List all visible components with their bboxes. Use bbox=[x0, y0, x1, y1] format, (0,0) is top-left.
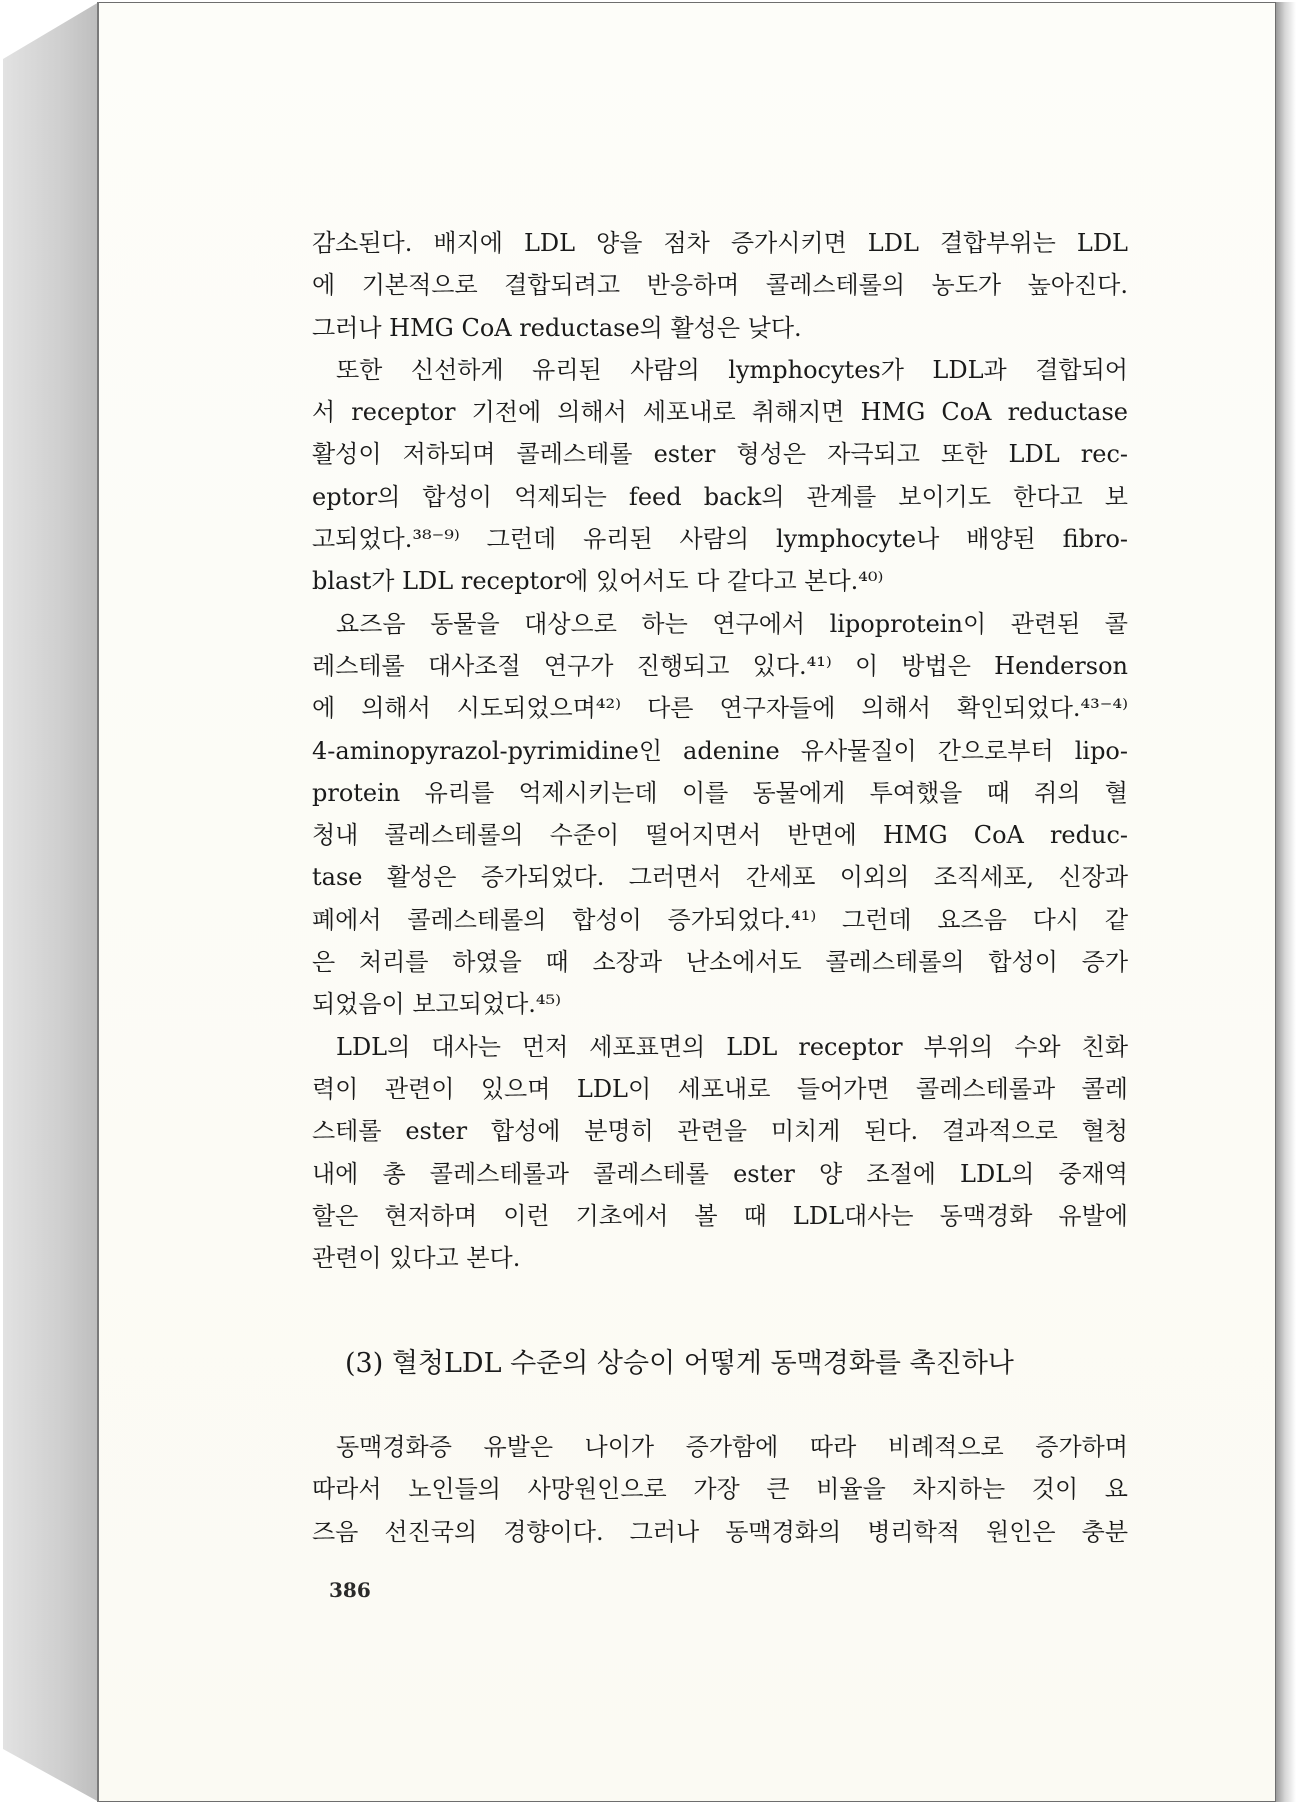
text-line: 할은 현저하며 이런 기초에서 볼 때 LDL대사는 동맥경화 유발에 bbox=[312, 1201, 1128, 1230]
text-line: blast가 LDL receptor에 있어서도 다 같다고 본다.⁴⁰⁾ bbox=[312, 567, 884, 596]
text-line: 4-aminopyrazol-pyrimidine인 adenine 유사물질이 간으로부터 lipo- bbox=[312, 736, 1128, 765]
text-line: 되었음이 보고되었다.⁴⁵⁾ bbox=[312, 990, 562, 1019]
text-line: 요즈음 동물을 대상으로 하는 연구에서 lipoprotein이 관련된 콜 bbox=[336, 609, 1128, 638]
text-line: 에 기본적으로 결합되려고 반응하며 콜레스테롤의 농도가 높아진다. bbox=[312, 271, 1128, 300]
text-line: 활성이 저하되며 콜레스테롤 ester 형성은 자극되고 또한 LDL rec- bbox=[312, 440, 1128, 469]
text-line: 력이 관련이 있으며 LDL이 세포내로 들어가면 콜레스테롤과 콜레 bbox=[312, 1074, 1128, 1103]
text-line: LDL의 대사는 먼저 세포표면의 LDL receptor 부위의 수와 친화 bbox=[336, 1032, 1128, 1061]
text-line: 관련이 있다고 본다. bbox=[312, 1244, 521, 1273]
text-line: 즈음 선진국의 경향이다. 그러나 동맥경화의 병리학적 원인은 충분 bbox=[312, 1517, 1128, 1546]
body-text bbox=[312, 222, 1128, 1279]
text-line: tase 활성은 증가되었다. 그러면서 간세포 이외의 조직세포, 신장과 bbox=[312, 863, 1128, 892]
book-spine bbox=[3, 2, 99, 1802]
text-line: 동맥경화증 유발은 나이가 증가함에 따라 비례적으로 증가하며 bbox=[336, 1433, 1128, 1461]
body-text-continued bbox=[312, 1426, 1128, 1553]
text-line: 폐에서 콜레스테롤의 합성이 증가되었다.⁴¹⁾ 그런데 요즈음 다시 같 bbox=[312, 905, 1128, 934]
text-line: 서 receptor 기전에 의해서 세포내로 취해지면 HMG CoA reductase bbox=[312, 398, 1128, 427]
page-number: 386 bbox=[329, 1578, 371, 1602]
text-line: 감소된다. 배지에 LDL 양을 점차 증가시키면 LDL 결합부위는 LDL bbox=[312, 229, 1128, 257]
text-line: 에 의해서 시도되었으며⁴²⁾ 다른 연구자들에 의해서 확인되었다.⁴³⁻⁴⁾ bbox=[312, 694, 1128, 723]
text-line: 고되었다.³⁸⁻⁹⁾ 그런데 유리된 사람의 lymphocyte나 배양된 fibro- bbox=[312, 525, 1128, 554]
text-line: eptor의 합성이 억제되는 feed back의 관계를 보이기도 한다고 보 bbox=[312, 482, 1128, 511]
text-line: 은 처리를 하였을 때 소장과 난소에서도 콜레스테롤의 합성이 증가 bbox=[312, 948, 1128, 977]
text-line: protein 유리를 억제시키는데 이를 동물에게 투여했을 때 쥐의 혈 bbox=[312, 778, 1128, 807]
text-line: 내에 총 콜레스테롤과 콜레스테롤 ester 양 조절에 LDL의 중재역 bbox=[312, 1159, 1128, 1188]
page-edge-shadow bbox=[1276, 2, 1296, 1802]
text-line: 스테롤 ester 합성에 분명히 관련을 미치게 된다. 결과적으로 혈청 bbox=[312, 1117, 1128, 1146]
text-line: 청내 콜레스테롤의 수준이 떨어지면서 반면에 HMG CoA reduc- bbox=[312, 821, 1128, 850]
text-line: 또한 신선하게 유리된 사람의 lymphocytes가 LDL과 결합되어 bbox=[336, 355, 1128, 384]
text-line: 따라서 노인들의 사망원인으로 가장 큰 비율을 차지하는 것이 요 bbox=[312, 1475, 1128, 1504]
text-line: 그러나 HMG CoA reductase의 활성은 낮다. bbox=[312, 313, 802, 342]
text-line: 레스테롤 대사조절 연구가 진행되고 있다.⁴¹⁾ 이 방법은 Henderson bbox=[312, 651, 1128, 680]
section-heading: (3) 혈청LDL 수준의 상승이 어떻게 동맥경화를 촉진하나 bbox=[345, 1348, 1014, 1379]
